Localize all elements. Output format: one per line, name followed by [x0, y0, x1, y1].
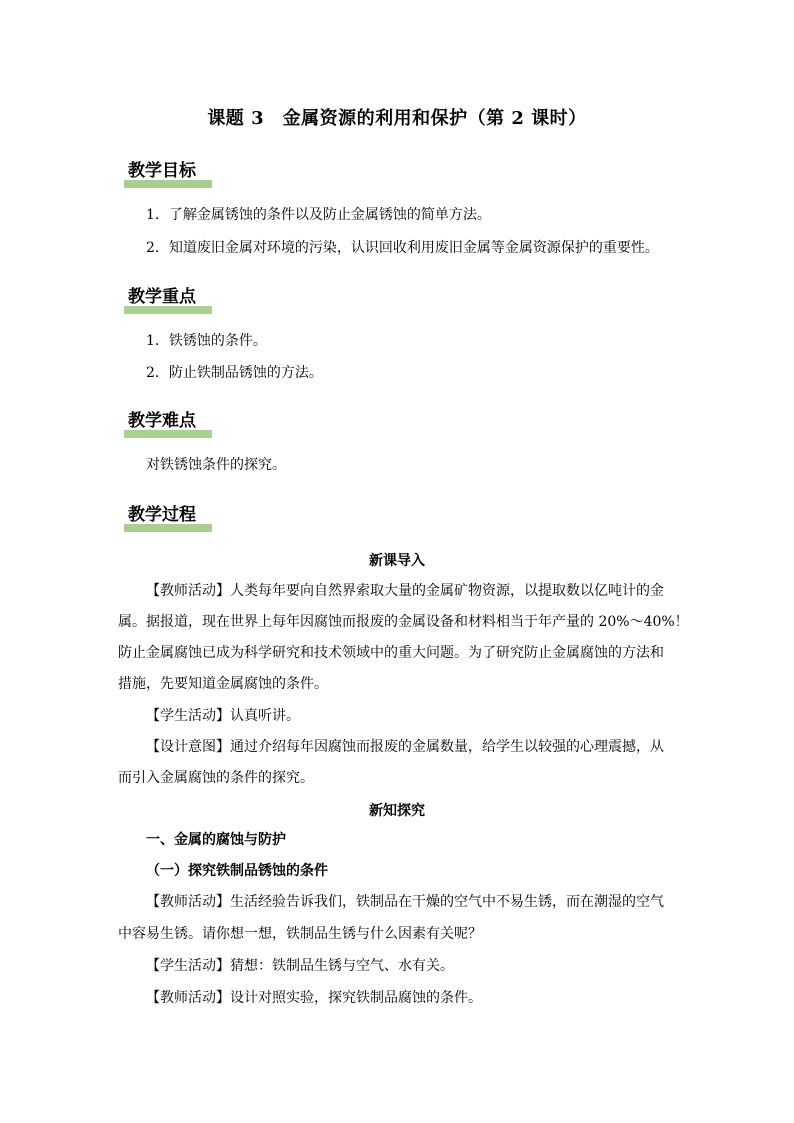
sub-one-heading: （一）探究铁制品锈蚀的条件: [146, 863, 328, 879]
explore-line: 【学生活动】猜想：铁制品生锈与空气、水有关。: [146, 958, 454, 974]
explore-subtitle: 新知探究: [369, 803, 425, 819]
key-points-heading: [124, 284, 196, 314]
objective-item-1: 1．了解金属锈蚀的条件以及防止金属锈蚀的简单方法。: [146, 207, 491, 223]
objectives-heading-label: 教学目标: [128, 161, 196, 181]
explore-line: 【教师活动】生活经验告诉我们，铁制品在干燥的空气中不易生锈，而在潮湿的空气: [146, 894, 664, 910]
objectives-heading: [124, 158, 196, 188]
difficulty-heading-label: 教学难点: [128, 411, 196, 431]
key-point-item-2: 2．防止铁制品锈蚀的方法。: [146, 365, 323, 381]
process-heading: [124, 502, 196, 532]
intro-subtitle: 新课导入: [369, 553, 425, 569]
explore-line: 中容易生锈。请你想一想，铁制品生锈与什么因素有关呢？: [118, 926, 482, 942]
page-title: 课题 3 金属资源的利用和保护（第 2 课时）: [207, 108, 587, 129]
objective-item-2: 2．知道废旧金属对环境的污染，认识回收利用废旧金属等金属资源保护的重要性。: [146, 240, 659, 256]
difficulty-heading: [124, 408, 196, 438]
key-points-heading-label: 教学重点: [128, 287, 196, 307]
intro-line: 【教师活动】人类每年要向自然界索取大量的金属矿物资源，以提取数以亿吨计的金: [146, 583, 664, 599]
intro-line: 【设计意图】通过介绍每年因腐蚀而报废的金属数量，给学生以较强的心理震撼，从: [146, 739, 664, 755]
difficulty-text: 对铁锈蚀条件的探究。: [146, 457, 286, 473]
explore-line: 【教师活动】设计对照实验，探究铁制品腐蚀的条件。: [146, 990, 482, 1006]
intro-line: 防止金属腐蚀已成为科学研究和技术领域中的重大问题。为了研究防止金属腐蚀的方法和: [118, 645, 664, 661]
intro-line: 属。据报道，现在世界上每年因腐蚀而报废的金属设备和材料相当于年产量的 20%～40%！: [118, 614, 689, 630]
part-one-heading: 一、金属的腐蚀与防护: [146, 832, 286, 848]
intro-line: 【学生活动】认真听讲。: [146, 708, 300, 724]
process-heading-label: 教学过程: [128, 505, 196, 525]
intro-line: 措施，先要知道金属腐蚀的条件。: [118, 676, 328, 692]
intro-line: 而引入金属腐蚀的条件的探究。: [118, 770, 314, 786]
key-point-item-1: 1．铁锈蚀的条件。: [146, 333, 267, 349]
